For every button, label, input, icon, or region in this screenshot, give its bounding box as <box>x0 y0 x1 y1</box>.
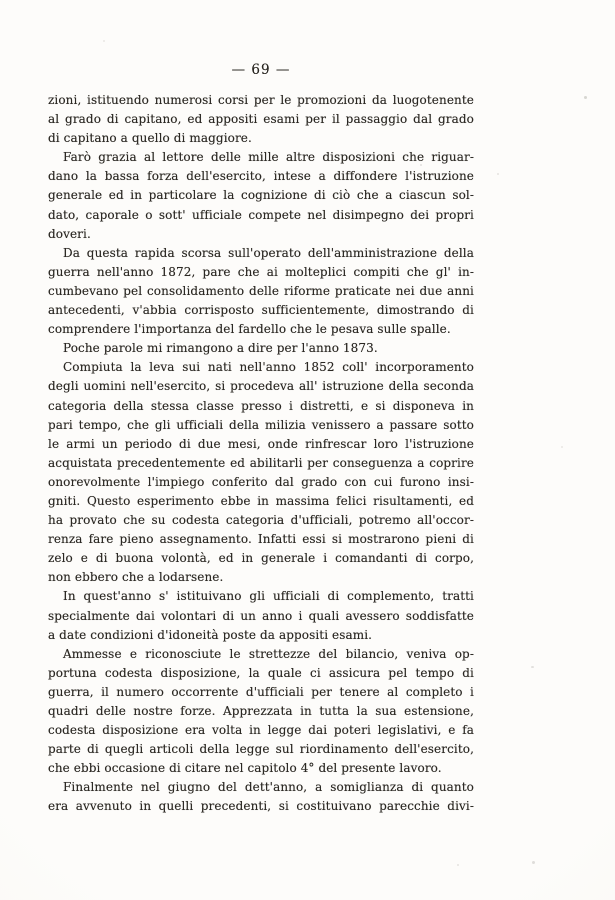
text-line: antecedenti, v'abbia corrisposto sufficientemente, dimostrando di <box>48 303 474 318</box>
text-line: a date condizioni d'idoneità poste da appositi esami. <box>48 627 373 642</box>
scan-speck <box>584 96 587 99</box>
text-line: guerra nell'anno 1872, pare che ai molteplici compiti che gl' in- <box>48 264 474 279</box>
scan-speck <box>497 173 499 175</box>
text-line: gniti. Questo esperimento ebbe in massima felici risultamenti, ed <box>48 493 474 508</box>
text-line: di capitano a quello di maggiore. <box>48 131 252 146</box>
text-line: guerra, il numero occorrente d'ufficiali per tenere al completo i <box>48 684 474 699</box>
scan-speck <box>531 666 534 668</box>
text-line: comprendere l'importanza del fardello che le pesava sulle spalle. <box>48 322 451 337</box>
text-line: dato, caporale o sott' ufficiale compete nel disimpegno dei propri <box>48 207 474 222</box>
text-line: al grado di capitano, ed appositi esami per il passaggio dal grado <box>48 112 474 127</box>
text-line: codesta disposizione era volta in legge dai poteri legislativi, e fa <box>48 723 474 738</box>
text-line: cumbevano pel consolidamento delle riforme praticate nei due anni <box>48 283 474 298</box>
text-line: specialmente dai volontari di un anno i quali avessero soddisfatte <box>48 608 474 623</box>
text-line: le armi un periodo di due mesi, onde rinfrescar loro l'istruzione <box>48 436 474 451</box>
text-line: In quest'anno s' istituivano gli ufficiali di complemento, tratti <box>63 589 474 604</box>
text-line: Compiuta la leva sui nati nell'anno 1852 coll' incorporamento <box>63 360 474 375</box>
text-line: acquistata precedentemente ed abilitarli per conseguenza a coprire <box>48 455 474 470</box>
text-line: degli uomini nell'esercito, si procedeva all' istruzione della seconda <box>48 379 474 394</box>
scan-speck <box>561 446 563 448</box>
text-line: Ammesse e riconosciute le strettezze del bilancio, veniva op- <box>63 646 474 661</box>
text-line: Finalmente nel giugno del dett'anno, a somiglianza di quanto <box>63 780 474 795</box>
text-line: dano la bassa forza dell'esercito, intese a diffondere l'istruzione <box>48 169 474 184</box>
text-line: era avvenuto in quelli precedenti, si costituivano parecchie divi- <box>48 799 474 814</box>
text-line: portuna codesta disposizione, la quale ci assicura pel tempo di <box>48 665 474 680</box>
text-line: categoria della stessa classe presso i distretti, e si disponeva in <box>48 398 474 413</box>
page-number-header: — 69 — <box>231 62 291 78</box>
scan-speck <box>103 40 105 42</box>
text-line: ha provato che su codesta categoria d'ufficiali, potremo all'occor- <box>48 513 474 528</box>
text-line: onorevolmente l'impiego conferito dal grado con cui furono insi- <box>48 474 474 489</box>
text-line: non ebbero che a lodarsene. <box>48 570 224 585</box>
text-line: zelo e di buona volontà, ed in generale i comandanti di corpo, <box>48 551 474 566</box>
text-line: doveri. <box>48 226 91 241</box>
text-line: parte di quegli articoli della legge sul riordinamento dell'esercito, <box>48 742 474 757</box>
text-line: Farò grazia al lettore delle mille altre disposizioni che riguar- <box>63 150 474 165</box>
scan-speck <box>457 864 459 866</box>
text-line: renza fare pieno assegnamento. Infatti essi si mostrarono pieni di <box>48 532 474 547</box>
text-line: Poche parole mi rimangono a dire per l'anno 1873. <box>63 341 378 356</box>
text-line: generale ed in particolare la cognizione di ciò che a ciascun sol- <box>48 188 474 203</box>
text-line: che ebbi occasione di citare nel capitolo 4° del presente lavoro. <box>48 761 442 776</box>
text-line: zioni, istituendo numerosi corsi per le promozioni da luogotenente <box>48 93 474 107</box>
text-line: quadri delle nostre forze. Apprezzata in tutta la sua estensione, <box>48 704 474 718</box>
text-line: Da questa rapida scorsa sull'operato dell'amministrazione della <box>63 245 474 260</box>
scan-speck <box>532 861 535 864</box>
text-line: pari tempo, che gli ufficiali della milizia venissero a passare sotto <box>48 417 474 432</box>
page-text <box>48 91 474 817</box>
